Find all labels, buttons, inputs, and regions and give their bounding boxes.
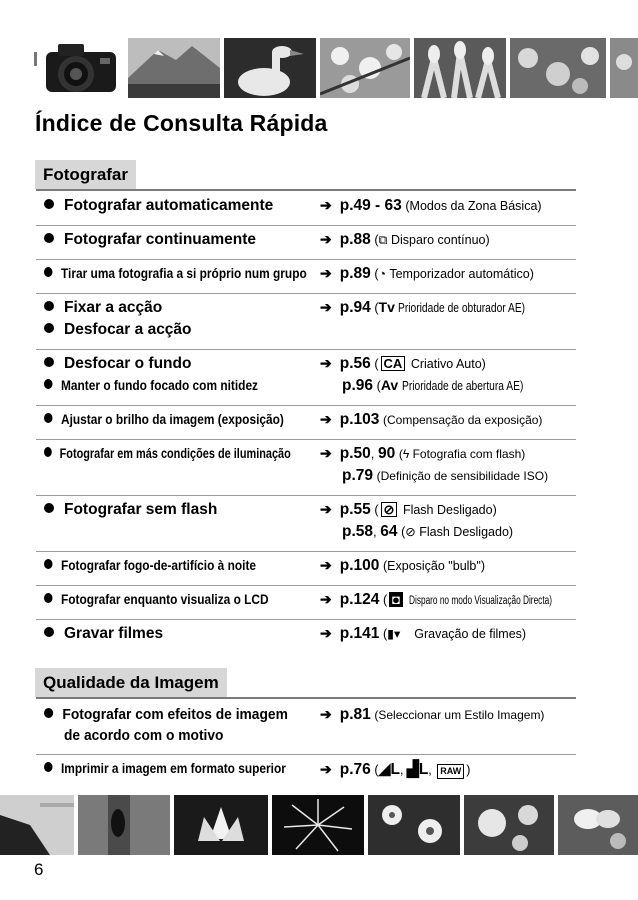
table-row [36,197,576,219]
camera-photo [40,38,122,98]
bottom-photo-strip [0,795,638,855]
fireworks-photo [272,795,364,855]
table-row [36,760,576,782]
table-row [36,706,576,752]
table-row [36,591,576,613]
bullet-icon [44,379,53,389]
flowers2-photo [464,795,554,855]
arrow-right-icon: ➔ [320,761,332,777]
av-mode-icon: Av [380,377,399,393]
tv-mode-icon: Tv [378,299,395,315]
bullet-icon [44,447,52,457]
row-label: Desfocar o fundo [44,355,191,373]
bullet-icon [44,199,54,209]
table-row [36,231,576,253]
bullet-icon [44,323,54,333]
butterfly-photo [558,795,638,855]
bullet-icon [44,233,54,243]
movie-icon: ▮▾ [387,627,401,641]
live-view-icon: ◘ [389,592,403,607]
row-reference: ➔ p.55 ( ⊘ Flash Desligado) [320,501,497,518]
row-reference: ➔ p.88 (⧉ Disparo contínuo) [320,231,490,248]
large-normal-quality-icon: ▟L [406,761,429,778]
swan-photo [224,38,316,98]
table-row [36,265,576,287]
row-reference: ➔ p.76 (◢L, ▟L, RAW ) [320,761,471,778]
table-row [36,445,576,491]
row-label: Fotografar automaticamente [44,197,273,215]
table-row [36,557,576,579]
bullet-icon [44,357,54,367]
row-divider [36,225,576,226]
row-divider [36,259,576,260]
row-label: Fotografar enquanto visualiza o LCD [44,591,269,607]
arrow-right-icon: ➔ [320,355,332,371]
self-timer-icon: ◔ [378,267,387,281]
top-photo-strip [0,38,638,98]
arrow-right-icon: ➔ [320,591,332,607]
bullet-icon [44,559,53,569]
table-row [36,501,576,547]
row-label: Ajustar o brilho da imagem (exposição) [44,411,284,427]
row-label: Gravar filmes [44,625,163,643]
bullet-icon [44,413,53,423]
flash-off-icon: ⊘ [405,525,416,539]
row-reference: ➔ p.103 (Compensação da exposição) [320,411,543,428]
mountain-photo [128,38,220,98]
row-reference: ➔ p.56 ( CA Criativo Auto) [320,355,486,372]
row-reference: ➔ p.50, 90 (ϟ Fotografia com flash) [320,445,526,462]
arrow-right-icon: ➔ [320,445,332,461]
raw-quality-icon: RAW [437,764,464,779]
row-divider [36,754,576,755]
section-divider [36,697,576,699]
row-label: Fotografar sem flash [44,501,217,519]
row-label-continued: de acordo com o motivo [64,727,224,744]
daisies-photo [368,795,460,855]
row-reference: ➔ p.81 (Seleccionar um Estilo Imagem) [320,706,545,723]
row-reference: p.58, 64 (⊘ Flash Desligado) [342,523,514,540]
row-label: Fotografar continuamente [44,231,256,249]
arrow-right-icon: ➔ [320,299,332,315]
row-reference: ➔ p.89 (◔ Temporizador automático) [320,265,534,282]
section-header-fotografar: Fotografar [35,160,136,189]
row-label: Imprimir a imagem em formato superior [44,760,286,776]
row-label: Fixar a acção [44,299,162,317]
row-reference: p.96 (Av Prioridade de abertura AE) [342,377,524,394]
row-divider [36,585,576,586]
row-reference: ➔ p.100 (Exposição "bulb") [320,557,485,574]
page-title: Índice de Consulta Rápida [35,110,328,136]
section-header-qualidade: Qualidade da Imagem [35,668,227,697]
arrow-right-icon: ➔ [320,265,332,281]
row-divider [36,495,576,496]
bullet-icon [44,503,54,513]
arrow-right-icon: ➔ [320,557,332,573]
insect-photo [78,795,170,855]
flowers-photo-edge [610,38,638,98]
section-divider [36,189,576,191]
flash-off-mode-icon: ⊘ [381,502,398,517]
table-row [36,625,576,647]
table-row [36,355,576,401]
large-fine-quality-icon: ◢L [378,761,400,778]
row-reference: ➔ p.94 (Tv Prioridade de obturador AE) [320,299,526,316]
bullet-icon [44,301,54,311]
table-row [36,411,576,433]
row-divider [36,405,576,406]
bullet-icon [44,627,54,637]
lotus-photo [174,795,268,855]
arrow-right-icon: ➔ [320,411,332,427]
creative-auto-icon: CA [381,356,406,371]
arrow-right-icon: ➔ [320,706,332,722]
row-label: Fotografar fogo-de-artifício à noite [44,557,256,573]
row-divider [36,293,576,294]
row-label: Manter o fundo focado com nitidez [44,377,258,393]
arrow-right-icon: ➔ [320,501,332,517]
tulips-photo [414,38,506,98]
bullet-icon [44,267,53,277]
row-reference: ➔ p.141 (▮▾ Gravação de filmes) [320,625,527,642]
bullet-icon [44,708,53,718]
bullet-icon [44,762,53,772]
blossom-photo [320,38,410,98]
row-reference: ➔ p.124 ( ◘ Disparo no modo Visualização Directa) [320,591,552,608]
row-label: Desfocar a acção [44,321,192,339]
row-label: Fotografar com efeitos de imagem [44,706,288,723]
row-divider [36,619,576,620]
row-label: Fotografar em más condições de iluminação [44,445,291,461]
arrow-right-icon: ➔ [320,231,332,247]
cliff-photo [0,795,74,855]
row-divider [36,349,576,350]
flowers-photo [510,38,606,98]
page-number: 6 [34,860,44,879]
table-row [36,299,576,345]
arrow-right-icon: ➔ [320,197,332,213]
row-divider [36,439,576,440]
arrow-right-icon: ➔ [320,625,332,641]
row-divider [36,551,576,552]
continuous-shooting-icon: ⧉ [378,233,388,247]
flash-icon: ϟ [402,447,410,461]
bullet-icon [44,593,53,603]
row-reference: ➔ p.49 - 63 (Modos da Zona Básica) [320,197,542,214]
row-reference: p.79 (Definição de sensibilidade ISO) [342,467,549,484]
row-label: Tirar uma fotografia a si próprio num grupo [44,265,307,281]
